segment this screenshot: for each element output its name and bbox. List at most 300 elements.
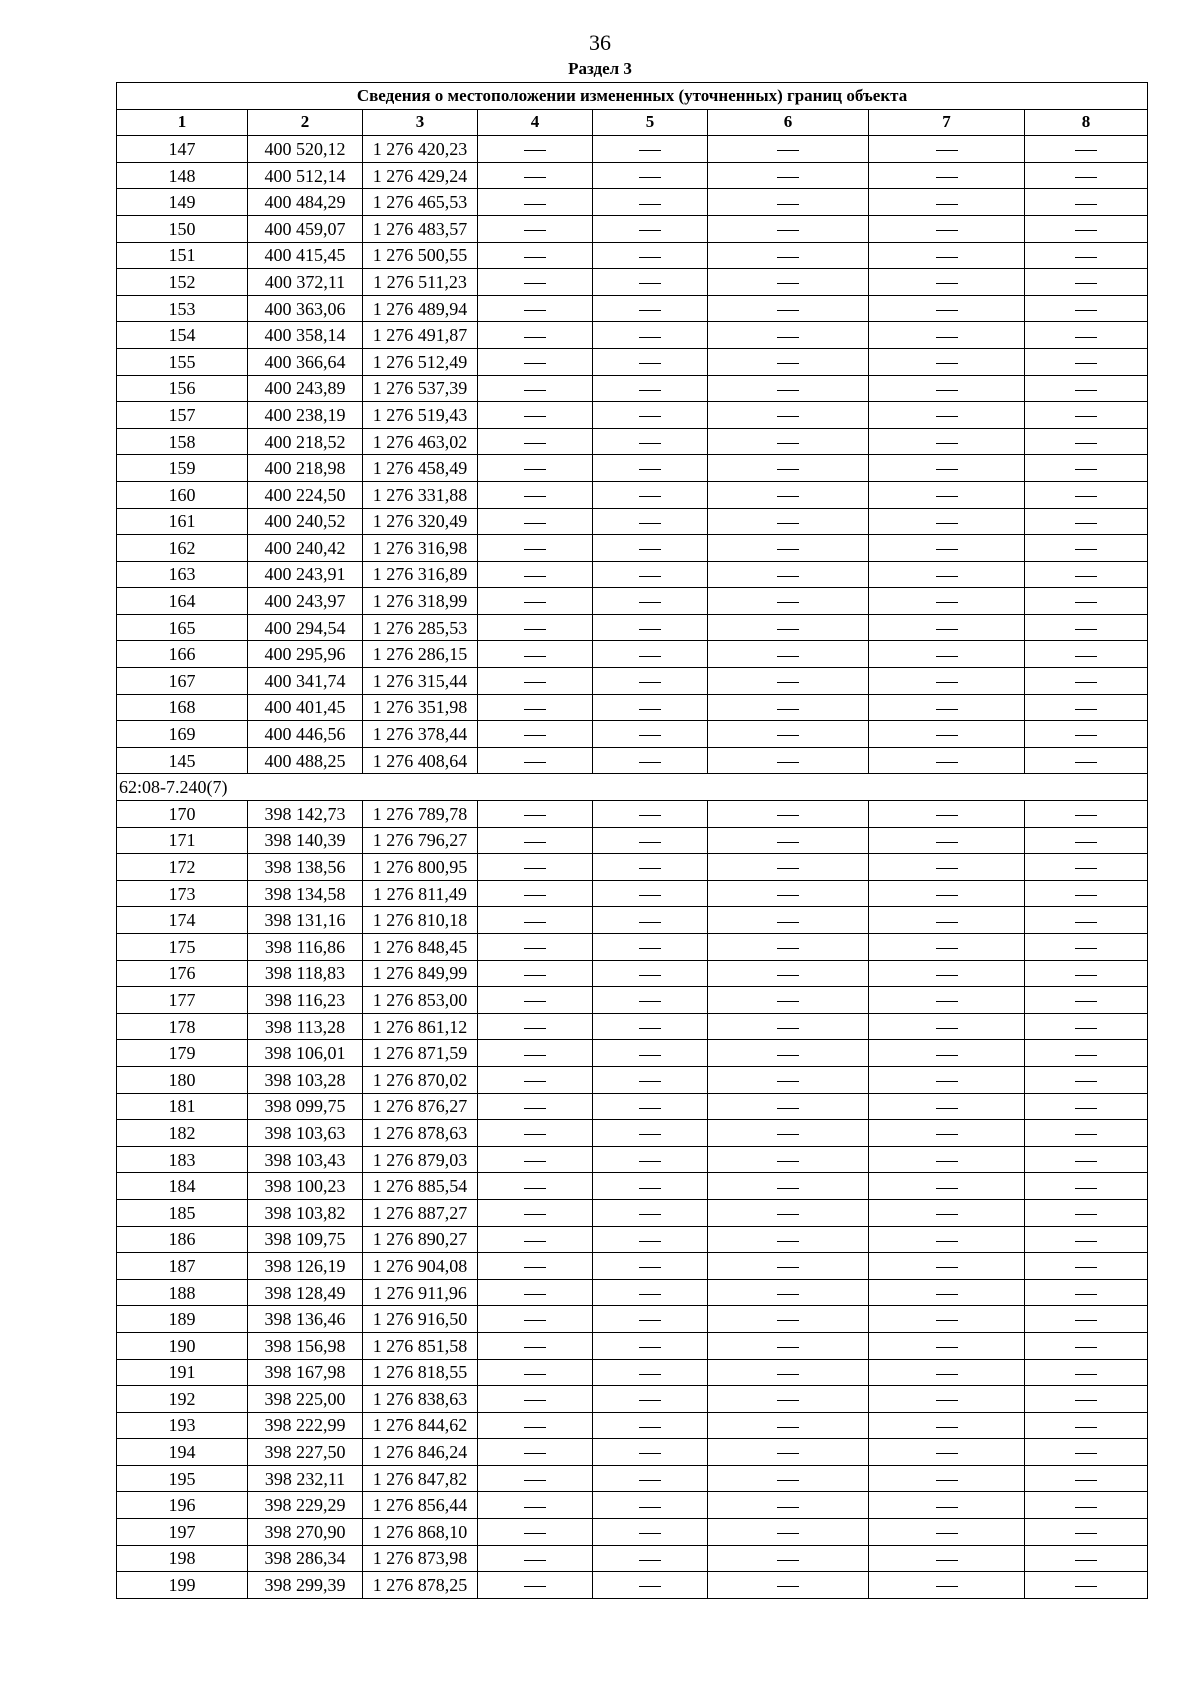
empty-cell	[1025, 827, 1148, 854]
empty-cell	[1025, 1519, 1148, 1546]
dash-mark	[639, 416, 661, 417]
empty-cell	[593, 322, 708, 349]
dash-mark	[524, 1507, 546, 1508]
empty-cell	[1025, 1545, 1148, 1572]
empty-cell	[1025, 269, 1148, 296]
empty-cell	[593, 1306, 708, 1333]
x-coordinate-cell: 400 341,74	[248, 668, 363, 695]
x-coordinate-cell: 398 232,11	[248, 1465, 363, 1492]
dash-mark	[524, 469, 546, 470]
point-number-cell: 171	[117, 827, 248, 854]
table-row	[117, 907, 1148, 934]
dash-mark	[639, 1374, 661, 1375]
dash-mark	[777, 762, 799, 763]
empty-cell	[869, 641, 1025, 668]
table-row	[117, 747, 1148, 774]
y-coordinate-cell: 1 276 500,55	[363, 242, 478, 269]
empty-cell	[1025, 854, 1148, 881]
y-coordinate-cell: 1 276 320,49	[363, 508, 478, 535]
dash-mark	[524, 150, 546, 151]
empty-cell	[1025, 1093, 1148, 1120]
dash-mark	[524, 1400, 546, 1401]
table-row	[117, 1120, 1148, 1147]
dash-mark	[1075, 948, 1097, 949]
dash-mark	[936, 177, 958, 178]
empty-cell	[869, 1439, 1025, 1466]
x-coordinate-cell: 400 366,64	[248, 348, 363, 375]
dash-mark	[639, 1294, 661, 1295]
empty-cell	[708, 907, 869, 934]
dash-mark	[524, 204, 546, 205]
dash-mark	[1075, 1533, 1097, 1534]
dash-mark	[639, 1188, 661, 1189]
y-coordinate-cell: 1 276 315,44	[363, 668, 478, 695]
dash-mark	[524, 1055, 546, 1056]
dash-mark	[1075, 1134, 1097, 1135]
y-coordinate-cell: 1 276 911,96	[363, 1279, 478, 1306]
dash-mark	[777, 443, 799, 444]
y-coordinate-cell: 1 276 351,98	[363, 694, 478, 721]
dash-mark	[639, 1214, 661, 1215]
dash-mark	[524, 629, 546, 630]
empty-cell	[869, 694, 1025, 721]
empty-cell	[708, 1013, 869, 1040]
empty-cell	[708, 242, 869, 269]
empty-cell	[1025, 481, 1148, 508]
dash-mark	[936, 204, 958, 205]
dash-mark	[524, 337, 546, 338]
point-number-cell: 150	[117, 215, 248, 242]
x-coordinate-cell: 398 138,56	[248, 854, 363, 881]
x-coordinate-cell: 400 484,29	[248, 189, 363, 216]
y-coordinate-cell: 1 276 465,53	[363, 189, 478, 216]
x-coordinate-cell: 400 358,14	[248, 322, 363, 349]
table-row	[117, 1279, 1148, 1306]
dash-mark	[639, 1560, 661, 1561]
dash-mark	[1075, 1347, 1097, 1348]
dash-mark	[777, 735, 799, 736]
dash-mark	[1075, 602, 1097, 603]
point-number-cell: 186	[117, 1226, 248, 1253]
dash-mark	[936, 283, 958, 284]
empty-cell	[593, 269, 708, 296]
y-coordinate-cell: 1 276 491,87	[363, 322, 478, 349]
empty-cell	[1025, 747, 1148, 774]
point-number-cell: 183	[117, 1146, 248, 1173]
point-number-cell: 174	[117, 907, 248, 934]
dash-mark	[524, 230, 546, 231]
empty-cell	[1025, 136, 1148, 163]
dash-mark	[639, 1480, 661, 1481]
dash-mark	[936, 922, 958, 923]
dash-mark	[777, 310, 799, 311]
x-coordinate-cell: 398 128,49	[248, 1279, 363, 1306]
empty-cell	[869, 801, 1025, 828]
empty-cell	[869, 960, 1025, 987]
dash-mark	[936, 1320, 958, 1321]
empty-cell	[478, 481, 593, 508]
x-coordinate-cell: 400 446,56	[248, 721, 363, 748]
dash-mark	[524, 1081, 546, 1082]
y-coordinate-cell: 1 276 463,02	[363, 428, 478, 455]
empty-cell	[593, 907, 708, 934]
point-number-cell: 198	[117, 1545, 248, 1572]
dash-mark	[1075, 709, 1097, 710]
y-coordinate-cell: 1 276 285,53	[363, 614, 478, 641]
empty-cell	[1025, 934, 1148, 961]
point-number-cell: 184	[117, 1173, 248, 1200]
dash-mark	[1075, 1001, 1097, 1002]
dash-mark	[639, 1507, 661, 1508]
dash-mark	[936, 230, 958, 231]
empty-cell	[708, 136, 869, 163]
empty-cell	[869, 455, 1025, 482]
empty-cell	[593, 162, 708, 189]
empty-cell	[869, 1146, 1025, 1173]
empty-cell	[708, 1066, 869, 1093]
table-row	[117, 1412, 1148, 1439]
table-row	[117, 1013, 1148, 1040]
empty-cell	[478, 1465, 593, 1492]
empty-cell	[708, 1199, 869, 1226]
parcel-subheader: 62:08-7.240(7)	[117, 774, 1148, 801]
dash-mark	[936, 629, 958, 630]
dash-mark	[777, 1560, 799, 1561]
empty-cell	[708, 561, 869, 588]
point-number-cell: 197	[117, 1519, 248, 1546]
table-row	[117, 668, 1148, 695]
x-coordinate-cell: 400 240,42	[248, 535, 363, 562]
dash-mark	[1075, 1188, 1097, 1189]
column-number-6: 6	[708, 109, 869, 136]
dash-mark	[524, 1294, 546, 1295]
dash-mark	[524, 762, 546, 763]
x-coordinate-cell: 398 100,23	[248, 1173, 363, 1200]
x-coordinate-cell: 398 099,75	[248, 1093, 363, 1120]
empty-cell	[708, 1492, 869, 1519]
empty-cell	[708, 880, 869, 907]
empty-cell	[478, 880, 593, 907]
empty-cell	[708, 428, 869, 455]
dash-mark	[524, 443, 546, 444]
empty-cell	[478, 588, 593, 615]
empty-cell	[869, 508, 1025, 535]
empty-cell	[869, 1359, 1025, 1386]
dash-mark	[639, 735, 661, 736]
x-coordinate-cell: 398 103,43	[248, 1146, 363, 1173]
dash-mark	[639, 1161, 661, 1162]
y-coordinate-cell: 1 276 378,44	[363, 721, 478, 748]
dash-mark	[1075, 549, 1097, 550]
dash-mark	[639, 815, 661, 816]
x-coordinate-cell: 398 126,19	[248, 1253, 363, 1280]
empty-cell	[478, 1120, 593, 1147]
empty-cell	[1025, 455, 1148, 482]
empty-cell	[478, 1199, 593, 1226]
point-number-cell: 180	[117, 1066, 248, 1093]
empty-cell	[869, 162, 1025, 189]
empty-cell	[869, 1040, 1025, 1067]
dash-mark	[936, 363, 958, 364]
dash-mark	[936, 416, 958, 417]
dash-mark	[524, 895, 546, 896]
empty-cell	[708, 1412, 869, 1439]
empty-cell	[869, 907, 1025, 934]
dash-mark	[936, 1188, 958, 1189]
dash-mark	[936, 1241, 958, 1242]
y-coordinate-cell: 1 276 870,02	[363, 1066, 478, 1093]
table-row	[117, 1040, 1148, 1067]
y-coordinate-cell: 1 276 879,03	[363, 1146, 478, 1173]
coordinates-table	[116, 82, 1148, 1599]
empty-cell	[708, 269, 869, 296]
dash-mark	[1075, 1480, 1097, 1481]
dash-mark	[1075, 975, 1097, 976]
table-head	[117, 83, 1148, 136]
y-coordinate-cell: 1 276 286,15	[363, 641, 478, 668]
x-coordinate-cell: 400 224,50	[248, 481, 363, 508]
empty-cell	[1025, 1279, 1148, 1306]
x-coordinate-cell: 400 488,25	[248, 747, 363, 774]
dash-mark	[936, 815, 958, 816]
empty-cell	[1025, 1439, 1148, 1466]
empty-cell	[478, 1253, 593, 1280]
x-coordinate-cell: 400 372,11	[248, 269, 363, 296]
table-row	[117, 960, 1148, 987]
subheader-row	[117, 774, 1148, 801]
dash-mark	[936, 1161, 958, 1162]
empty-cell	[478, 907, 593, 934]
empty-cell	[1025, 1253, 1148, 1280]
dash-mark	[936, 337, 958, 338]
dash-mark	[524, 416, 546, 417]
empty-cell	[478, 1226, 593, 1253]
empty-cell	[478, 641, 593, 668]
dash-mark	[639, 1267, 661, 1268]
dash-mark	[777, 1374, 799, 1375]
empty-cell	[593, 1253, 708, 1280]
dash-mark	[639, 762, 661, 763]
table-row	[117, 481, 1148, 508]
table-row	[117, 162, 1148, 189]
empty-cell	[708, 960, 869, 987]
empty-cell	[708, 348, 869, 375]
dash-mark	[777, 230, 799, 231]
y-coordinate-cell: 1 276 916,50	[363, 1306, 478, 1333]
empty-cell	[478, 348, 593, 375]
dash-mark	[777, 469, 799, 470]
dash-mark	[524, 496, 546, 497]
y-coordinate-cell: 1 276 853,00	[363, 987, 478, 1014]
x-coordinate-cell: 400 240,52	[248, 508, 363, 535]
dash-mark	[936, 1081, 958, 1082]
empty-cell	[708, 295, 869, 322]
empty-cell	[869, 1519, 1025, 1546]
y-coordinate-cell: 1 276 796,27	[363, 827, 478, 854]
x-coordinate-cell: 400 401,45	[248, 694, 363, 721]
point-number-cell: 168	[117, 694, 248, 721]
empty-cell	[708, 987, 869, 1014]
column-number-2: 2	[248, 109, 363, 136]
dash-mark	[639, 443, 661, 444]
dash-mark	[1075, 1586, 1097, 1587]
dash-mark	[524, 1001, 546, 1002]
empty-cell	[708, 508, 869, 535]
dash-mark	[524, 576, 546, 577]
x-coordinate-cell: 398 227,50	[248, 1439, 363, 1466]
y-coordinate-cell: 1 276 458,49	[363, 455, 478, 482]
table-row	[117, 721, 1148, 748]
y-coordinate-cell: 1 276 849,99	[363, 960, 478, 987]
table-row	[117, 508, 1148, 535]
empty-cell	[869, 1199, 1025, 1226]
dash-mark	[1075, 1055, 1097, 1056]
point-number-cell: 185	[117, 1199, 248, 1226]
dash-mark	[1075, 1081, 1097, 1082]
empty-cell	[478, 960, 593, 987]
dash-mark	[1075, 496, 1097, 497]
empty-cell	[593, 880, 708, 907]
empty-cell	[1025, 242, 1148, 269]
dash-mark	[777, 1320, 799, 1321]
dash-mark	[777, 1028, 799, 1029]
x-coordinate-cell: 398 136,46	[248, 1306, 363, 1333]
dash-mark	[524, 310, 546, 311]
y-coordinate-cell: 1 276 537,39	[363, 375, 478, 402]
empty-cell	[478, 1572, 593, 1599]
empty-cell	[869, 269, 1025, 296]
x-coordinate-cell: 400 294,54	[248, 614, 363, 641]
empty-cell	[478, 561, 593, 588]
dash-mark	[1075, 868, 1097, 869]
empty-cell	[869, 1306, 1025, 1333]
dash-mark	[936, 842, 958, 843]
dash-mark	[1075, 922, 1097, 923]
x-coordinate-cell: 400 238,19	[248, 402, 363, 429]
point-number-cell: 159	[117, 455, 248, 482]
empty-cell	[869, 1279, 1025, 1306]
empty-cell	[869, 934, 1025, 961]
empty-cell	[1025, 588, 1148, 615]
dash-mark	[524, 1134, 546, 1135]
point-number-cell: 149	[117, 189, 248, 216]
empty-cell	[478, 1386, 593, 1413]
x-coordinate-cell: 398 270,90	[248, 1519, 363, 1546]
dash-mark	[639, 576, 661, 577]
dash-mark	[777, 1453, 799, 1454]
empty-cell	[869, 614, 1025, 641]
empty-cell	[869, 747, 1025, 774]
y-coordinate-cell: 1 276 861,12	[363, 1013, 478, 1040]
dash-mark	[777, 337, 799, 338]
empty-cell	[593, 960, 708, 987]
point-number-cell: 158	[117, 428, 248, 455]
empty-cell	[869, 1492, 1025, 1519]
dash-mark	[936, 868, 958, 869]
empty-cell	[593, 641, 708, 668]
point-number-cell: 166	[117, 641, 248, 668]
empty-cell	[478, 801, 593, 828]
dash-mark	[936, 1001, 958, 1002]
dash-mark	[777, 842, 799, 843]
y-coordinate-cell: 1 276 838,63	[363, 1386, 478, 1413]
dash-mark	[777, 948, 799, 949]
dash-mark	[777, 1134, 799, 1135]
dash-mark	[936, 709, 958, 710]
empty-cell	[593, 1120, 708, 1147]
empty-cell	[593, 1545, 708, 1572]
empty-cell	[478, 136, 593, 163]
table-body	[117, 136, 1148, 1599]
dash-mark	[639, 922, 661, 923]
empty-cell	[1025, 535, 1148, 562]
empty-cell	[1025, 215, 1148, 242]
dash-mark	[936, 1507, 958, 1508]
empty-cell	[593, 694, 708, 721]
dash-mark	[936, 1134, 958, 1135]
dash-mark	[524, 1320, 546, 1321]
dash-mark	[1075, 443, 1097, 444]
empty-cell	[1025, 1066, 1148, 1093]
x-coordinate-cell: 398 109,75	[248, 1226, 363, 1253]
empty-cell	[869, 1332, 1025, 1359]
empty-cell	[1025, 1492, 1148, 1519]
empty-cell	[593, 987, 708, 1014]
empty-cell	[1025, 1332, 1148, 1359]
dash-mark	[777, 602, 799, 603]
empty-cell	[593, 801, 708, 828]
empty-cell	[869, 827, 1025, 854]
empty-cell	[1025, 162, 1148, 189]
dash-mark	[777, 1108, 799, 1109]
table-row	[117, 348, 1148, 375]
empty-cell	[708, 827, 869, 854]
column-number-4: 4	[478, 109, 593, 136]
dash-mark	[777, 1241, 799, 1242]
empty-cell	[478, 508, 593, 535]
empty-cell	[593, 1519, 708, 1546]
empty-cell	[478, 614, 593, 641]
empty-cell	[593, 1439, 708, 1466]
point-number-cell: 145	[117, 747, 248, 774]
empty-cell	[1025, 1040, 1148, 1067]
dash-mark	[777, 815, 799, 816]
dash-mark	[639, 1108, 661, 1109]
point-number-cell: 165	[117, 614, 248, 641]
empty-cell	[708, 1146, 869, 1173]
empty-cell	[478, 827, 593, 854]
empty-cell	[1025, 348, 1148, 375]
dash-mark	[524, 523, 546, 524]
dash-mark	[1075, 895, 1097, 896]
table-row	[117, 136, 1148, 163]
dash-mark	[524, 735, 546, 736]
empty-cell	[869, 1386, 1025, 1413]
x-coordinate-cell: 400 459,07	[248, 215, 363, 242]
dash-mark	[524, 1586, 546, 1587]
dash-mark	[936, 975, 958, 976]
y-coordinate-cell: 1 276 483,57	[363, 215, 478, 242]
dash-mark	[936, 1055, 958, 1056]
empty-cell	[593, 189, 708, 216]
dash-mark	[777, 1161, 799, 1162]
dash-mark	[777, 1347, 799, 1348]
empty-cell	[1025, 987, 1148, 1014]
point-number-cell: 191	[117, 1359, 248, 1386]
empty-cell	[1025, 960, 1148, 987]
dash-mark	[936, 1214, 958, 1215]
y-coordinate-cell: 1 276 420,23	[363, 136, 478, 163]
